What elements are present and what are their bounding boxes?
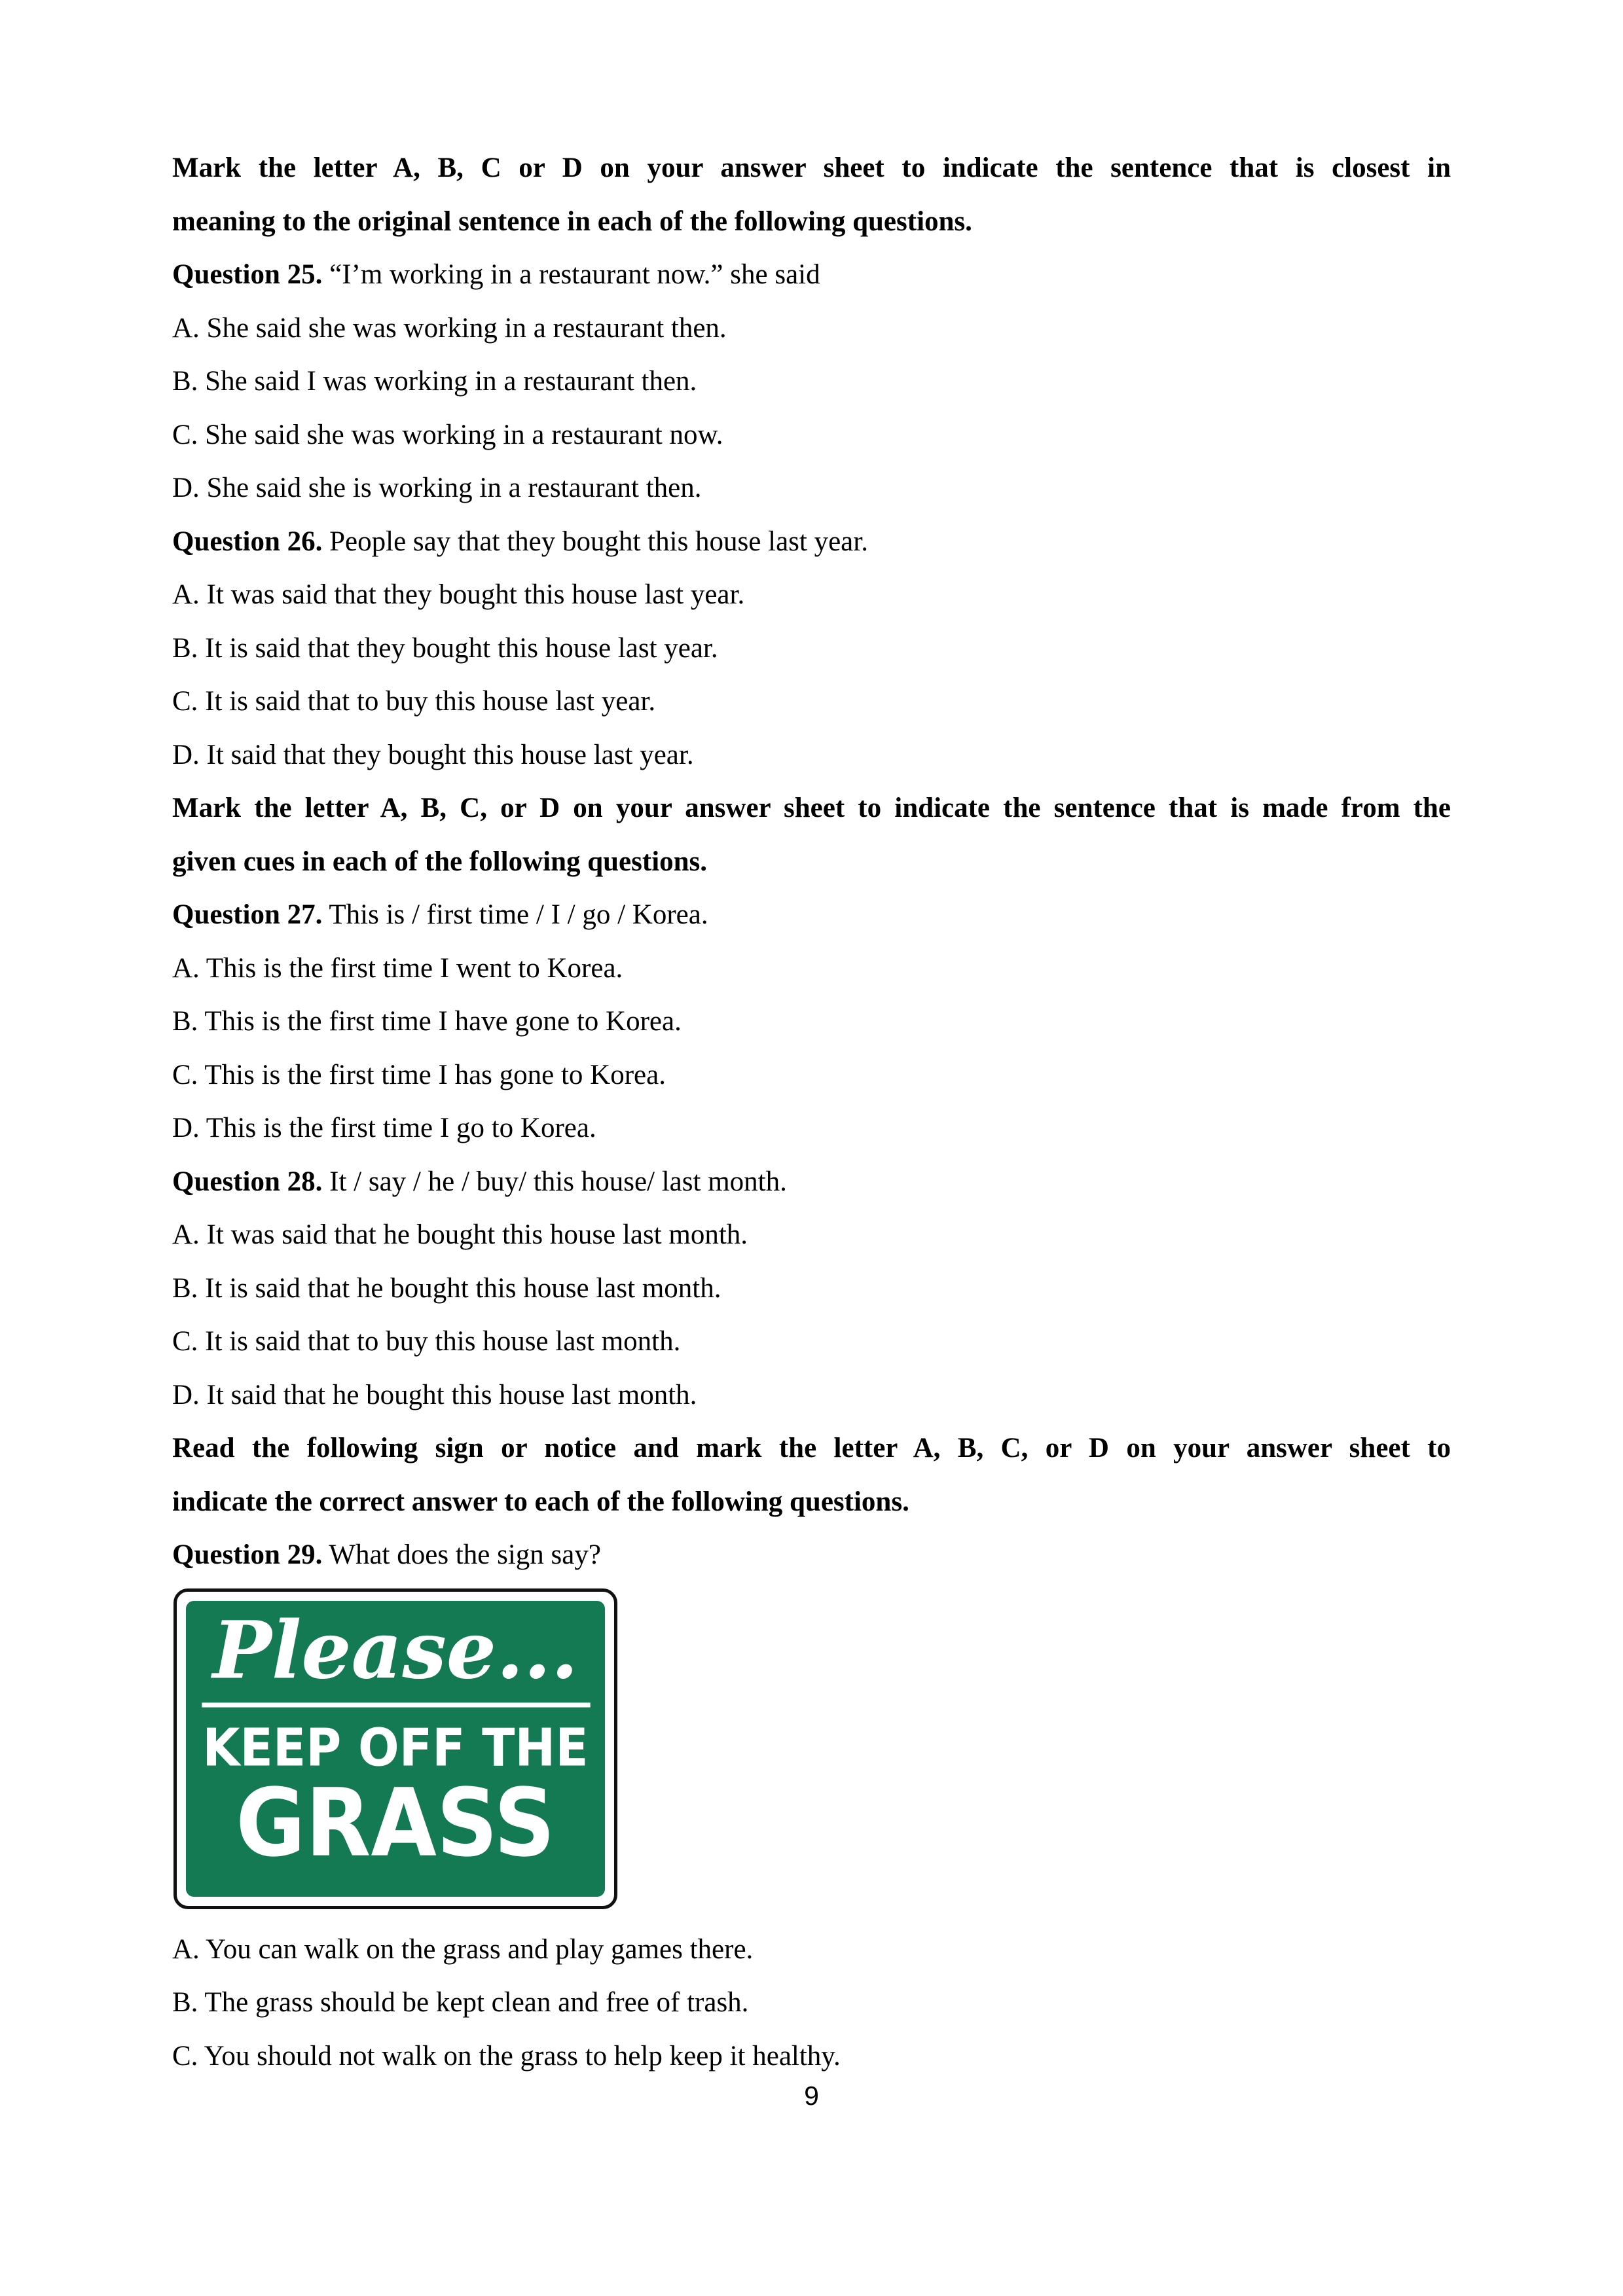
sign-please-text: Please... [212,1604,579,1697]
question-26 [172,515,1451,569]
question-29-option-a: A. You can walk on the grass and play games there. [172,1933,754,1965]
question-27 [172,888,1451,942]
section2-instruction-line2: given cues in each of the following questions. [172,846,708,877]
question-26-option-b: B. It is said that they bought this house last year. [172,632,718,664]
question-27-option-c: C. This is the first time I has gone to Korea. [172,1059,666,1090]
question-29-option-c: C. You should not walk on the grass to help keep it healthy. [172,2040,841,2072]
question-25-option-c: C. She said she was working in a restaurant now. [172,419,723,450]
question-28-label: Question 28. [172,1166,323,1197]
question-25-option-b: B. She said I was working in a restaurant then. [172,366,697,397]
question-28-option-c: C. It is said that to buy this house last month. [172,1326,681,1357]
section1-instruction-line2: meaning to the original sentence in each of the following questions. [172,206,972,237]
question-28-option-d: D. It said that he bought this house last month. [172,1379,697,1410]
section1-instruction-line1: Mark the letter A, B, C or D on your answer sheet to indicate the sentence that is closest in [172,152,1451,183]
page-content [172,141,1451,2083]
question-28-option-a: A. It was said that he bought this house last month. [172,1219,748,1250]
question-26-option-a: A. It was said that they bought this house last year. [172,579,745,610]
sign-graphic [186,1601,605,1897]
page-number: 9 [804,2081,819,2111]
question-25-option-a: A. She said she was working in a restaurant then. [172,312,727,344]
keep-off-grass-sign-figure [172,1587,1451,1918]
question-26-option-d: D. It said that they bought this house last year. [172,739,694,770]
question-25-option-d: D. She said she is working in a restaurant then. [172,473,702,503]
question-25 [172,248,1451,302]
question-29 [172,1528,1451,1582]
sign-grass-text: GRASS [236,1768,555,1878]
question-26-option-c: C. It is said that to buy this house last year. [172,686,656,717]
question-28-text: It / say / he / buy/ this house/ last month. [329,1166,787,1197]
question-27-option-d: D. This is the first time I go to Korea. [172,1113,596,1143]
question-27-text: This is / first time / I / go / Korea. [329,899,708,930]
section2-instruction-line1: Mark the letter A, B, C, or D on your answer sheet to indicate the sentence that is made from the [172,793,1451,823]
sign-divider [202,1702,590,1707]
sign-panel [186,1601,605,1897]
question-29-option-b: B. The grass should be kept clean and free of trash. [172,1987,749,2018]
question-27-label: Question 27. [172,899,323,930]
question-26-text: People say that they bought this house last year. [329,526,868,557]
question-28-option-b: B. It is said that he bought this house last month. [172,1272,721,1304]
question-29-text: What does the sign say? [329,1539,601,1570]
question-27-option-a: A. This is the first time I went to Korea. [172,952,623,984]
section3-instruction-line2: indicate the correct answer to each of the following questions. [172,1486,909,1517]
question-25-label: Question 25. [172,259,323,290]
question-25-text: “I’m working in a restaurant now.” she said [329,259,820,290]
sign-keep-off-the-text: KEEP OFF THE [202,1716,589,1778]
section3-instruction-line1: Read the following sign or notice and mark the letter A, B, C, or D on your answer sheet to [172,1433,1451,1463]
question-28 [172,1155,1451,1209]
question-29-label: Question 29. [172,1539,323,1570]
question-26-label: Question 26. [172,526,323,557]
sign-frame [173,1588,617,1909]
question-27-option-b: B. This is the first time I have gone to Korea. [172,1006,682,1037]
